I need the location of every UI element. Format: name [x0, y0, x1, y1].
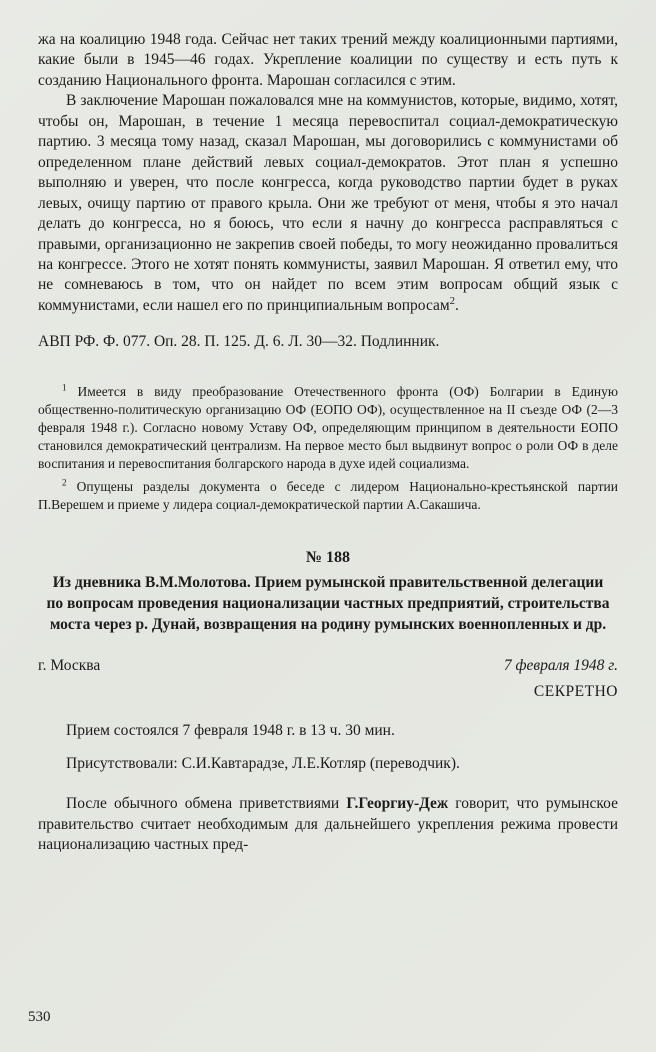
paragraph-text: После обычного обмена приветствиями [66, 795, 347, 813]
meeting-info-line: Прием состоялся 7 февраля 1948 г. в 13 ч. 30 мин. [66, 722, 395, 740]
footnote [38, 383, 618, 473]
document-date: 7 февраля 1948 г. [503, 657, 618, 675]
footnote-marker: 1 [62, 382, 67, 393]
footnote-reference-mark: 2 [449, 295, 455, 307]
document-body [38, 721, 618, 855]
body-paragraph [38, 91, 618, 316]
page-number: 530 [28, 1009, 51, 1025]
speaker-name: Г.Георгиу-Деж [346, 795, 449, 813]
document-title: Из дневника В.М.Молотова. Прием румынской правительственной делегации по вопросам проведения национализации частных предприятий, строительства моста через р. Дунай, возвращения на родину румынских военнопленных и др. [46, 574, 610, 633]
footnotes-section [38, 383, 618, 514]
footnote-text: Опущены разделы документа о беседе с лидером Национально-крестьянской партии П.Верешем и приеме у лидера социал-демократической партии А.Сакашича. [38, 478, 619, 512]
attendees-line: Присутствовали: С.И.Кавтарадзе, Л.Е.Котляр (переводчик). [66, 754, 460, 772]
classification-stamp: СЕКРЕТНО [533, 683, 618, 701]
archive-reference: АВП РФ. Ф. 077. Оп. 28. П. 125. Д. 6. Л. 30—32. Подлинник. [38, 333, 440, 351]
paragraph-text: В заключение Марошан пожаловался мне на коммунистов, которые, видимо, хотят, чтобы он, Марошан, в течение 1 месяца перевоспитал социал-демократическую партию. 3 месяца тому назад, сказал Марошан, мы договорились с коммунистами об определенном плане действий левых социал-демократов. Этот план я успешно выполняю и уверен, что после конгресса, когда руководство партии будет в руках левых, очищу партию от правого крыла. Они же требуют от меня, чтобы я это начал делать до конгресса, но я боюсь, что если я начну до конгресса расправляться с правыми, организационно не закрепив своей победы, то могу неожиданно провалиться на конгрессе. Этого не хотят понять коммунисты, заявил Марошан. Я ответил ему, что не сомневаюсь в том, что он найдет по всем этим вопросам общий язык с коммунистами, если нашел его по принципиальным вопросам [38, 92, 618, 314]
document-number: № 188 [305, 549, 351, 567]
body-paragraph-continuation: жа на коалицию 1948 года. Сейчас нет таких трений между коалиционными партиями, какие были в 1945—46 годах. Укрепление коалиции по существу и есть путь к созданию Национального фронта. Марошан согласился с этим. [38, 31, 618, 89]
body-text-block [38, 30, 618, 353]
footnote-marker: 2 [62, 477, 67, 488]
document-paragraph [38, 794, 618, 855]
document-place: г. Москва [38, 657, 101, 675]
footnote-text: Имеется в виду преобразование Отечественного фронта (ОФ) Болгарии в Единую общественно-политическую организацию ОФ (ЕОПО ОФ), осуществленное на II съезде ОФ (2—3 февраля 1948 г.). Согласно новому Уставу ОФ, определяющим принципом в деятельности ЕОПО становился демократический централизм. На первое место был выдвинут вопрос о роли ОФ в деле воспитания и перевоспитания болгарского народа в духе идей социализма. [38, 383, 618, 471]
place-date-row [38, 657, 618, 675]
paragraph-end: . [454, 296, 459, 314]
document-header [38, 549, 618, 701]
paragraph-text: говорит, что румынское правительство считает необходимым для дальнейшего укрепления режима провести национализацию частных пред- [38, 795, 618, 854]
footnote [38, 478, 618, 514]
